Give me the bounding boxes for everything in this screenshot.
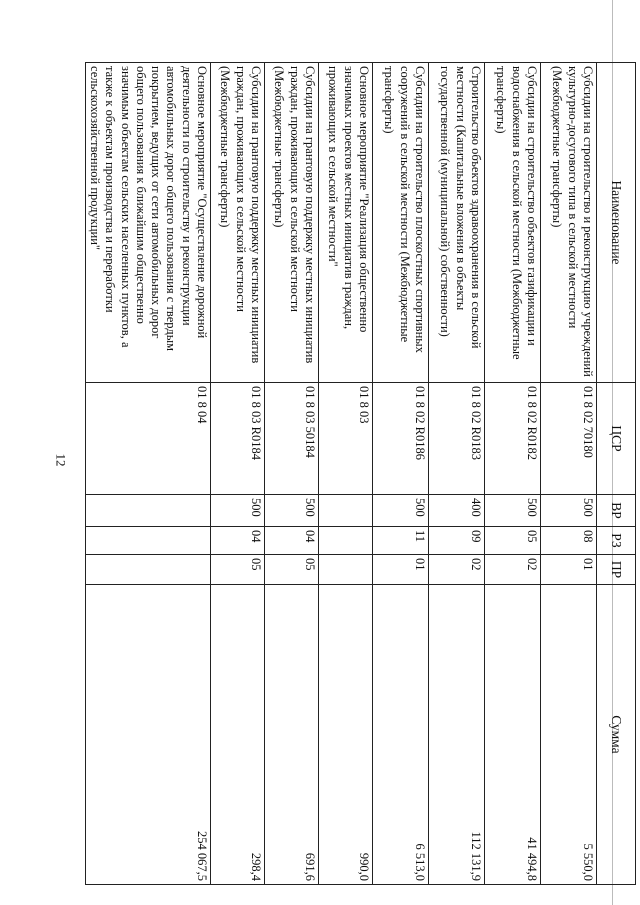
header-name: Наименование: [597, 63, 636, 383]
row-vr: 500: [541, 495, 597, 527]
row-vr: 500: [485, 495, 541, 527]
rotated-table-container: [88, 62, 636, 884]
row-pr: [86, 555, 211, 585]
row-csr: 01 8 03: [319, 383, 373, 495]
row-name: Основное мероприятие "Реализация общественно значимых проектов местных инициатив граждан, проживающих в сельской местности": [319, 63, 373, 383]
row-pr: [319, 555, 373, 585]
row-rz: 04: [211, 527, 265, 555]
header-vr: ВР: [597, 495, 636, 527]
page-number: 12: [53, 453, 69, 467]
row-csr: 01 8 02 R0183: [429, 383, 485, 495]
row-sum: 6 513,0: [373, 585, 429, 885]
row-name: Субсидии на строительство и реконструкцию учреждений культурно-досугового типа в сельской местности (Межбюджетные трансферты): [541, 63, 597, 383]
row-rz: 04: [265, 527, 319, 555]
row-sum: 112 131,9: [429, 585, 485, 885]
table-row: [211, 63, 265, 885]
row-vr: 500: [373, 495, 429, 527]
row-rz: 09: [429, 527, 485, 555]
table-row: [373, 63, 429, 885]
row-pr: 01: [373, 555, 429, 585]
row-rz: [319, 527, 373, 555]
header-sum: Сумма: [597, 585, 636, 885]
row-rz: 11: [373, 527, 429, 555]
row-pr: 02: [485, 555, 541, 585]
row-rz: [86, 527, 211, 555]
table-row: [485, 63, 541, 885]
row-csr: 01 8 04: [86, 383, 211, 495]
row-vr: 500: [265, 495, 319, 527]
row-vr: 500: [211, 495, 265, 527]
row-csr: 01 8 02 70180: [541, 383, 597, 495]
header-csr: ЦСР: [597, 383, 636, 495]
row-vr: [86, 495, 211, 527]
row-pr: 05: [265, 555, 319, 585]
row-name: Основное мероприятие "Осуществление дорожной деятельности по строительству и реконструкции автомобильных дорог общего пользования с твердым покрытием, ведущих от сети автомобильных дорог общего пользования к ближайшим общественно значимым объектам сельских населенных пунктов, а также к объектам производства и переработки сельскохозяйственной продукции": [86, 63, 211, 383]
table-row: [541, 63, 597, 885]
row-pr: 05: [211, 555, 265, 585]
header-rz: РЗ: [597, 527, 636, 555]
row-csr: 01 8 02 R0182: [485, 383, 541, 495]
row-rz: 05: [485, 527, 541, 555]
row-csr: 01 8 03 R0184: [211, 383, 265, 495]
row-pr: 02: [429, 555, 485, 585]
row-sum: 298,4: [211, 585, 265, 885]
row-sum: 41 494,8: [485, 585, 541, 885]
row-name: Субсидии на грантовую поддержку местных инициатив граждан, проживающих в сельской местности (Межбюджетные трансферты): [265, 63, 319, 383]
table-row: [86, 63, 211, 885]
header-pr: ПР: [597, 555, 636, 585]
table-row: [429, 63, 485, 885]
row-sum: 254 067,5: [86, 585, 211, 885]
table-row: [265, 63, 319, 885]
row-rz: 08: [541, 527, 597, 555]
row-pr: 01: [541, 555, 597, 585]
row-sum: 5 550,0: [541, 585, 597, 885]
row-sum: 691,6: [265, 585, 319, 885]
row-vr: [319, 495, 373, 527]
budget-table: [85, 62, 636, 885]
row-name: Строительство объектов здравоохранения в сельской местности (Капитальные вложения в объекты государственной (муниципальной) собственности): [429, 63, 485, 383]
row-name: Субсидии на строительство плоскостных спортивных сооружений в сельской местности (Межбюджетные трансферты): [373, 63, 429, 383]
table-header-row: [597, 63, 636, 885]
row-name: Субсидии на строительство объектов газификации и водоснабжения в сельской местности (Межбюджетные трансферты): [485, 63, 541, 383]
row-name: Субсидии на грантовую поддержку местных инициатив граждан, проживающих в сельской местности (Межбюджетные трансферты): [211, 63, 265, 383]
row-vr: 400: [429, 495, 485, 527]
row-sum: 990,0: [319, 585, 373, 885]
row-csr: 01 8 03 50184: [265, 383, 319, 495]
row-csr: 01 8 02 R0186: [373, 383, 429, 495]
table-row: [319, 63, 373, 885]
